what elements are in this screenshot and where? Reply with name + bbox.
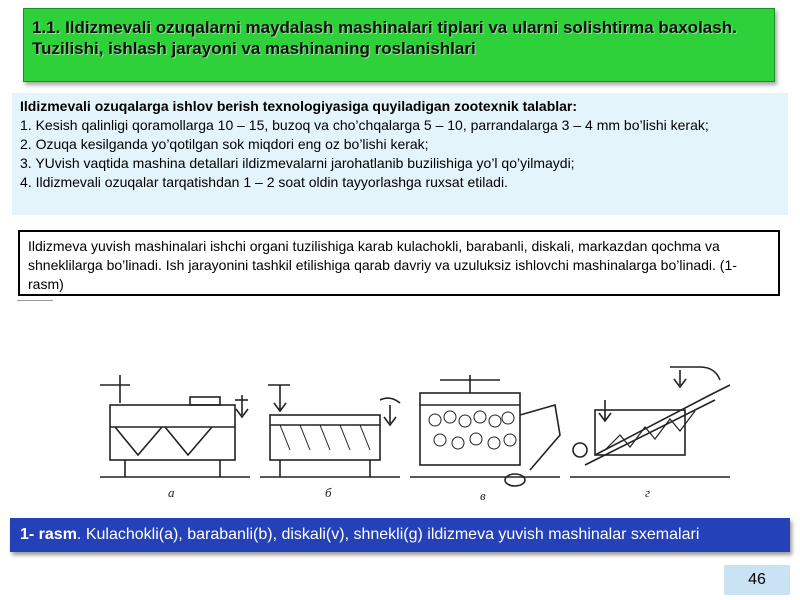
page-number: 46 <box>724 565 790 595</box>
diagram-b <box>260 385 400 477</box>
diagram-a <box>100 375 250 477</box>
requirement-item-2: 2. Ozuqa kesilganda yo’qotilgan sok miqdori eng oz bo’lishi kerak; <box>20 136 429 152</box>
requirement-item-3: 3. YUvish vaqtida mashina detallari ildizmevalarni jarohatlanib buzilishiga yo’l qo’yilmaydi; <box>20 155 575 171</box>
diagram-d <box>570 367 730 477</box>
figure-caption <box>10 518 790 552</box>
info-box: Ildizmeva yuvish mashinalari ishchi organi tuzilishiga karab kulachokli, barabanli, diskali, markazdan qochma va shneklilarga bo’linadi. Ish jarayonini tashkil etilishiga qarab davriy va uzuluksiz ishlovchi mashinalarga bo’linadi. (1-rasm) <box>18 230 780 296</box>
figure-label-d: г <box>645 485 651 500</box>
diagram-c <box>410 375 560 486</box>
figure-label-a: а <box>168 485 175 500</box>
requirement-item-4: 4. Ildizmevali ozuqalar tarqatishdan 1 – 2 soat oldin tayyorlashga ruxsat etiladi. <box>20 174 508 190</box>
slide-title: 1.1. Ildizmevali ozuqalarni maydalash mashinalari tiplari va ularni solishtirma baxolash. Tuzilishi, ishlash jarayoni va mashinaning roslanishlari <box>32 18 737 58</box>
title-banner <box>23 8 775 82</box>
caption-lead: 1- rasm <box>20 526 77 543</box>
figure-label-c: в <box>480 488 486 503</box>
requirements-heading: Ildizmevali ozuqalarga ishlov berish texnologiyasiga quyiladigan zootexnik talablar: <box>20 98 578 114</box>
requirements-panel <box>12 93 788 215</box>
caption-text: . Kulachokli(a), barabanli(b), diskali(v), shnekli(g) ildizmeva yuvish mashinalar sxemalari <box>76 526 700 543</box>
washing-machines-figure <box>90 355 740 505</box>
requirement-item-1: 1. Kesish qalinligi qoramollarga 10 – 15, buzoq va cho’chqalarga 5 – 10, parrandalarga 3 – 4 mm bo’lishi kerak; <box>20 117 709 133</box>
figure-label-b: б <box>325 485 332 500</box>
divider <box>17 300 53 301</box>
